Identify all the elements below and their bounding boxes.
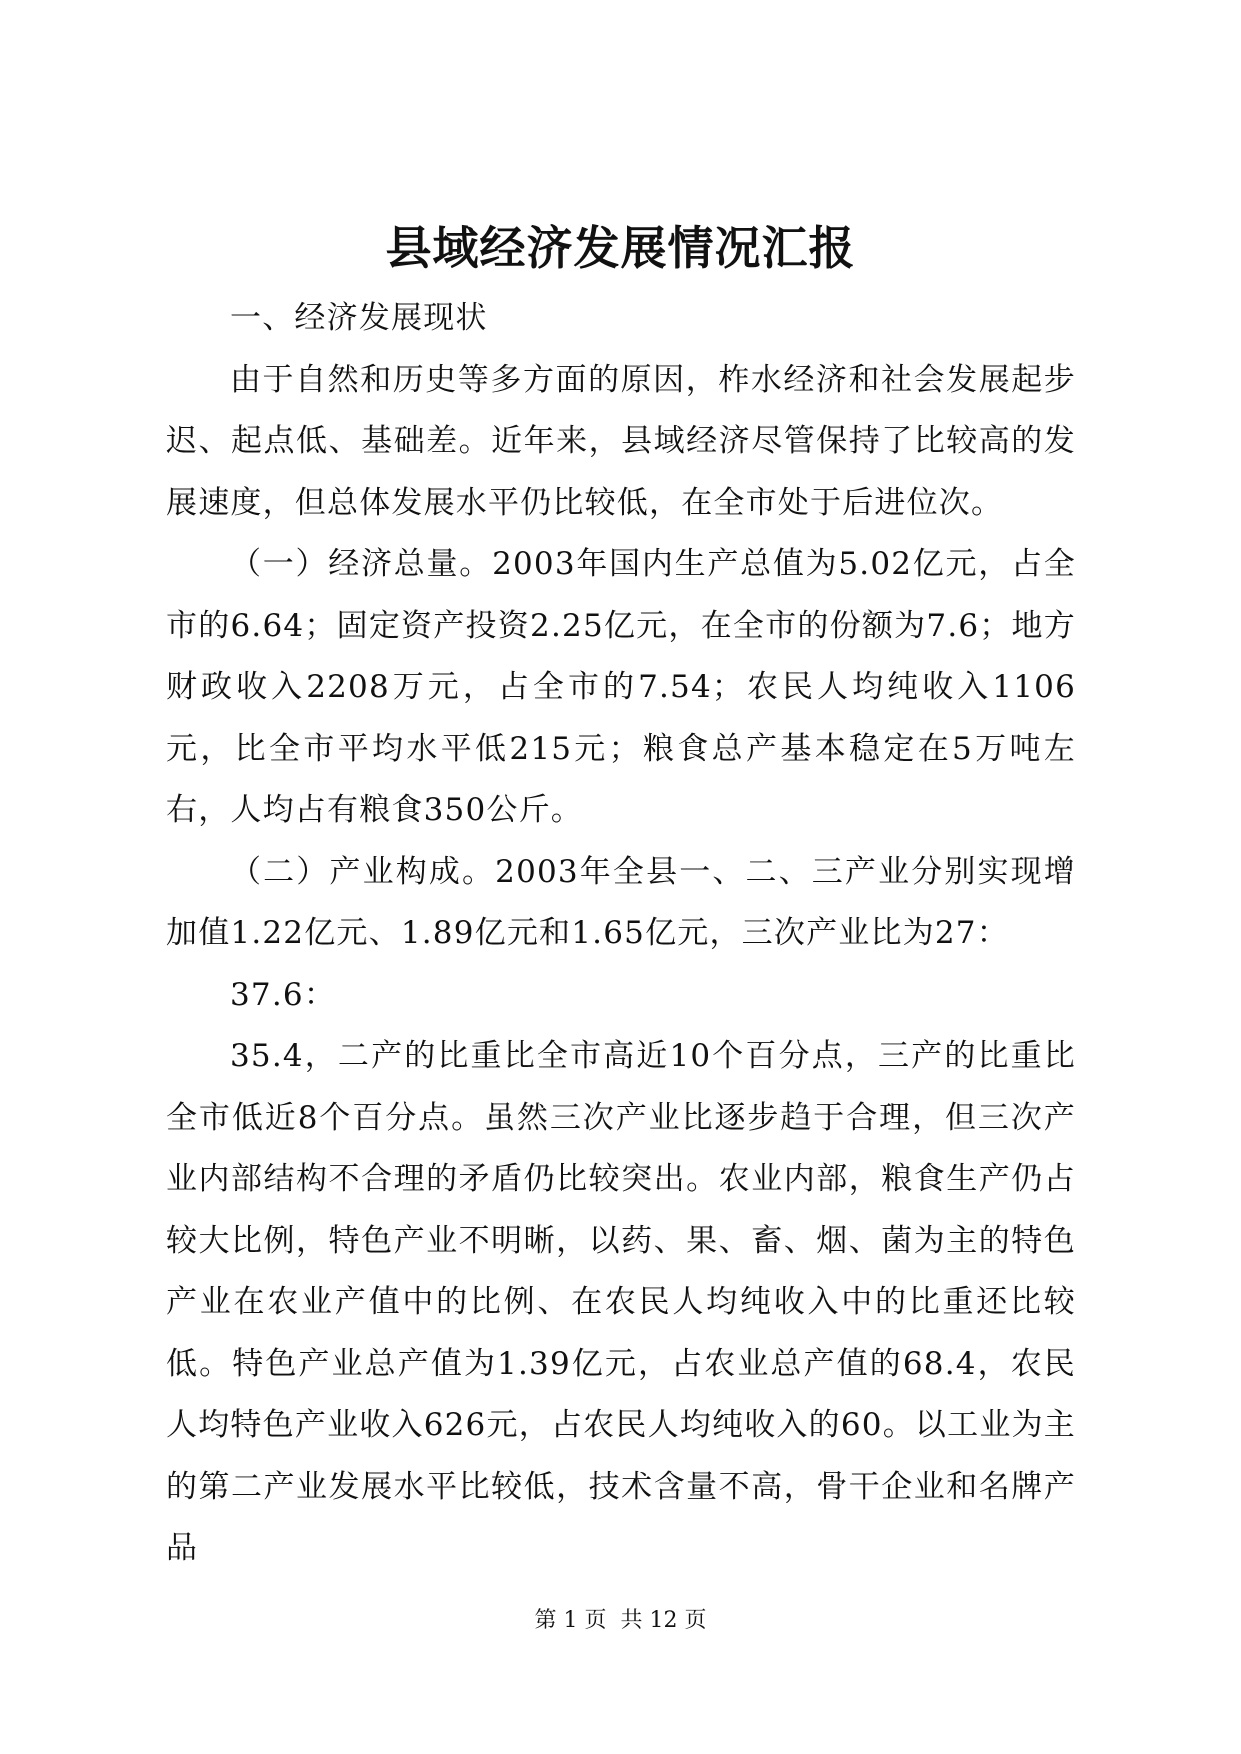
page-footer [0,1606,1241,1636]
section-heading: 一、经济发展现状 [230,300,488,336]
paragraph-industry-detail: 35.4，二产的比重比全市高近10个百分点，三产的比重比全市低近8个百分点。虽然三次产业比逐步趋于合理，但三次产业内部结构不合理的矛盾仍比较突出。农业内部，粮食生产仍占较大比例，特色产业不明晰，以药、果、畜、烟、菌为主的特色产业在农业产值中的比例、在农民人均纯收入中的比重还比较低。特色产业总产值为1.39亿元，占农业总产值的68.4，农民人均特色产业收入626元，占农民人均纯收入的60。以工业为主的第二产业发展水平比较低，技术含量不高，骨干企业和名牌产品 [166,1038,1076,1566]
paragraph-intro: 由于自然和历史等多方面的原因，柞水经济和社会发展起步迟、起点低、基础差。近年来，县域经济尽管保持了比较高的发展速度，但总体发展水平仍比较低，在全市处于后进位次。 [166,361,1076,521]
document-title: 县域经济发展情况汇报 [385,221,856,275]
paragraph-industry-structure: （二）产业构成。2003年全县一、二、三产业分别实现增加值1.22亿元、1.89亿元和1.65亿元，三次产业比为27： [166,853,1076,951]
paragraph-economic-total: （一）经济总量。2003年国内生产总值为5.02亿元，占全市的6.64；固定资产投资2.25亿元，在全市的份额为7.6；地方财政收入2208万元，占全市的7.54；农民人均纯收入1106元，比全市平均水平低215元；粮食总产基本稳定在5万吨左右，人均占有粮食350公斤。 [166,546,1076,828]
page-number: 第 1 页 共 12 页 [534,1608,707,1633]
document-body [166,288,1076,1580]
paragraph-ratio-fragment: 37.6： [230,976,337,1013]
